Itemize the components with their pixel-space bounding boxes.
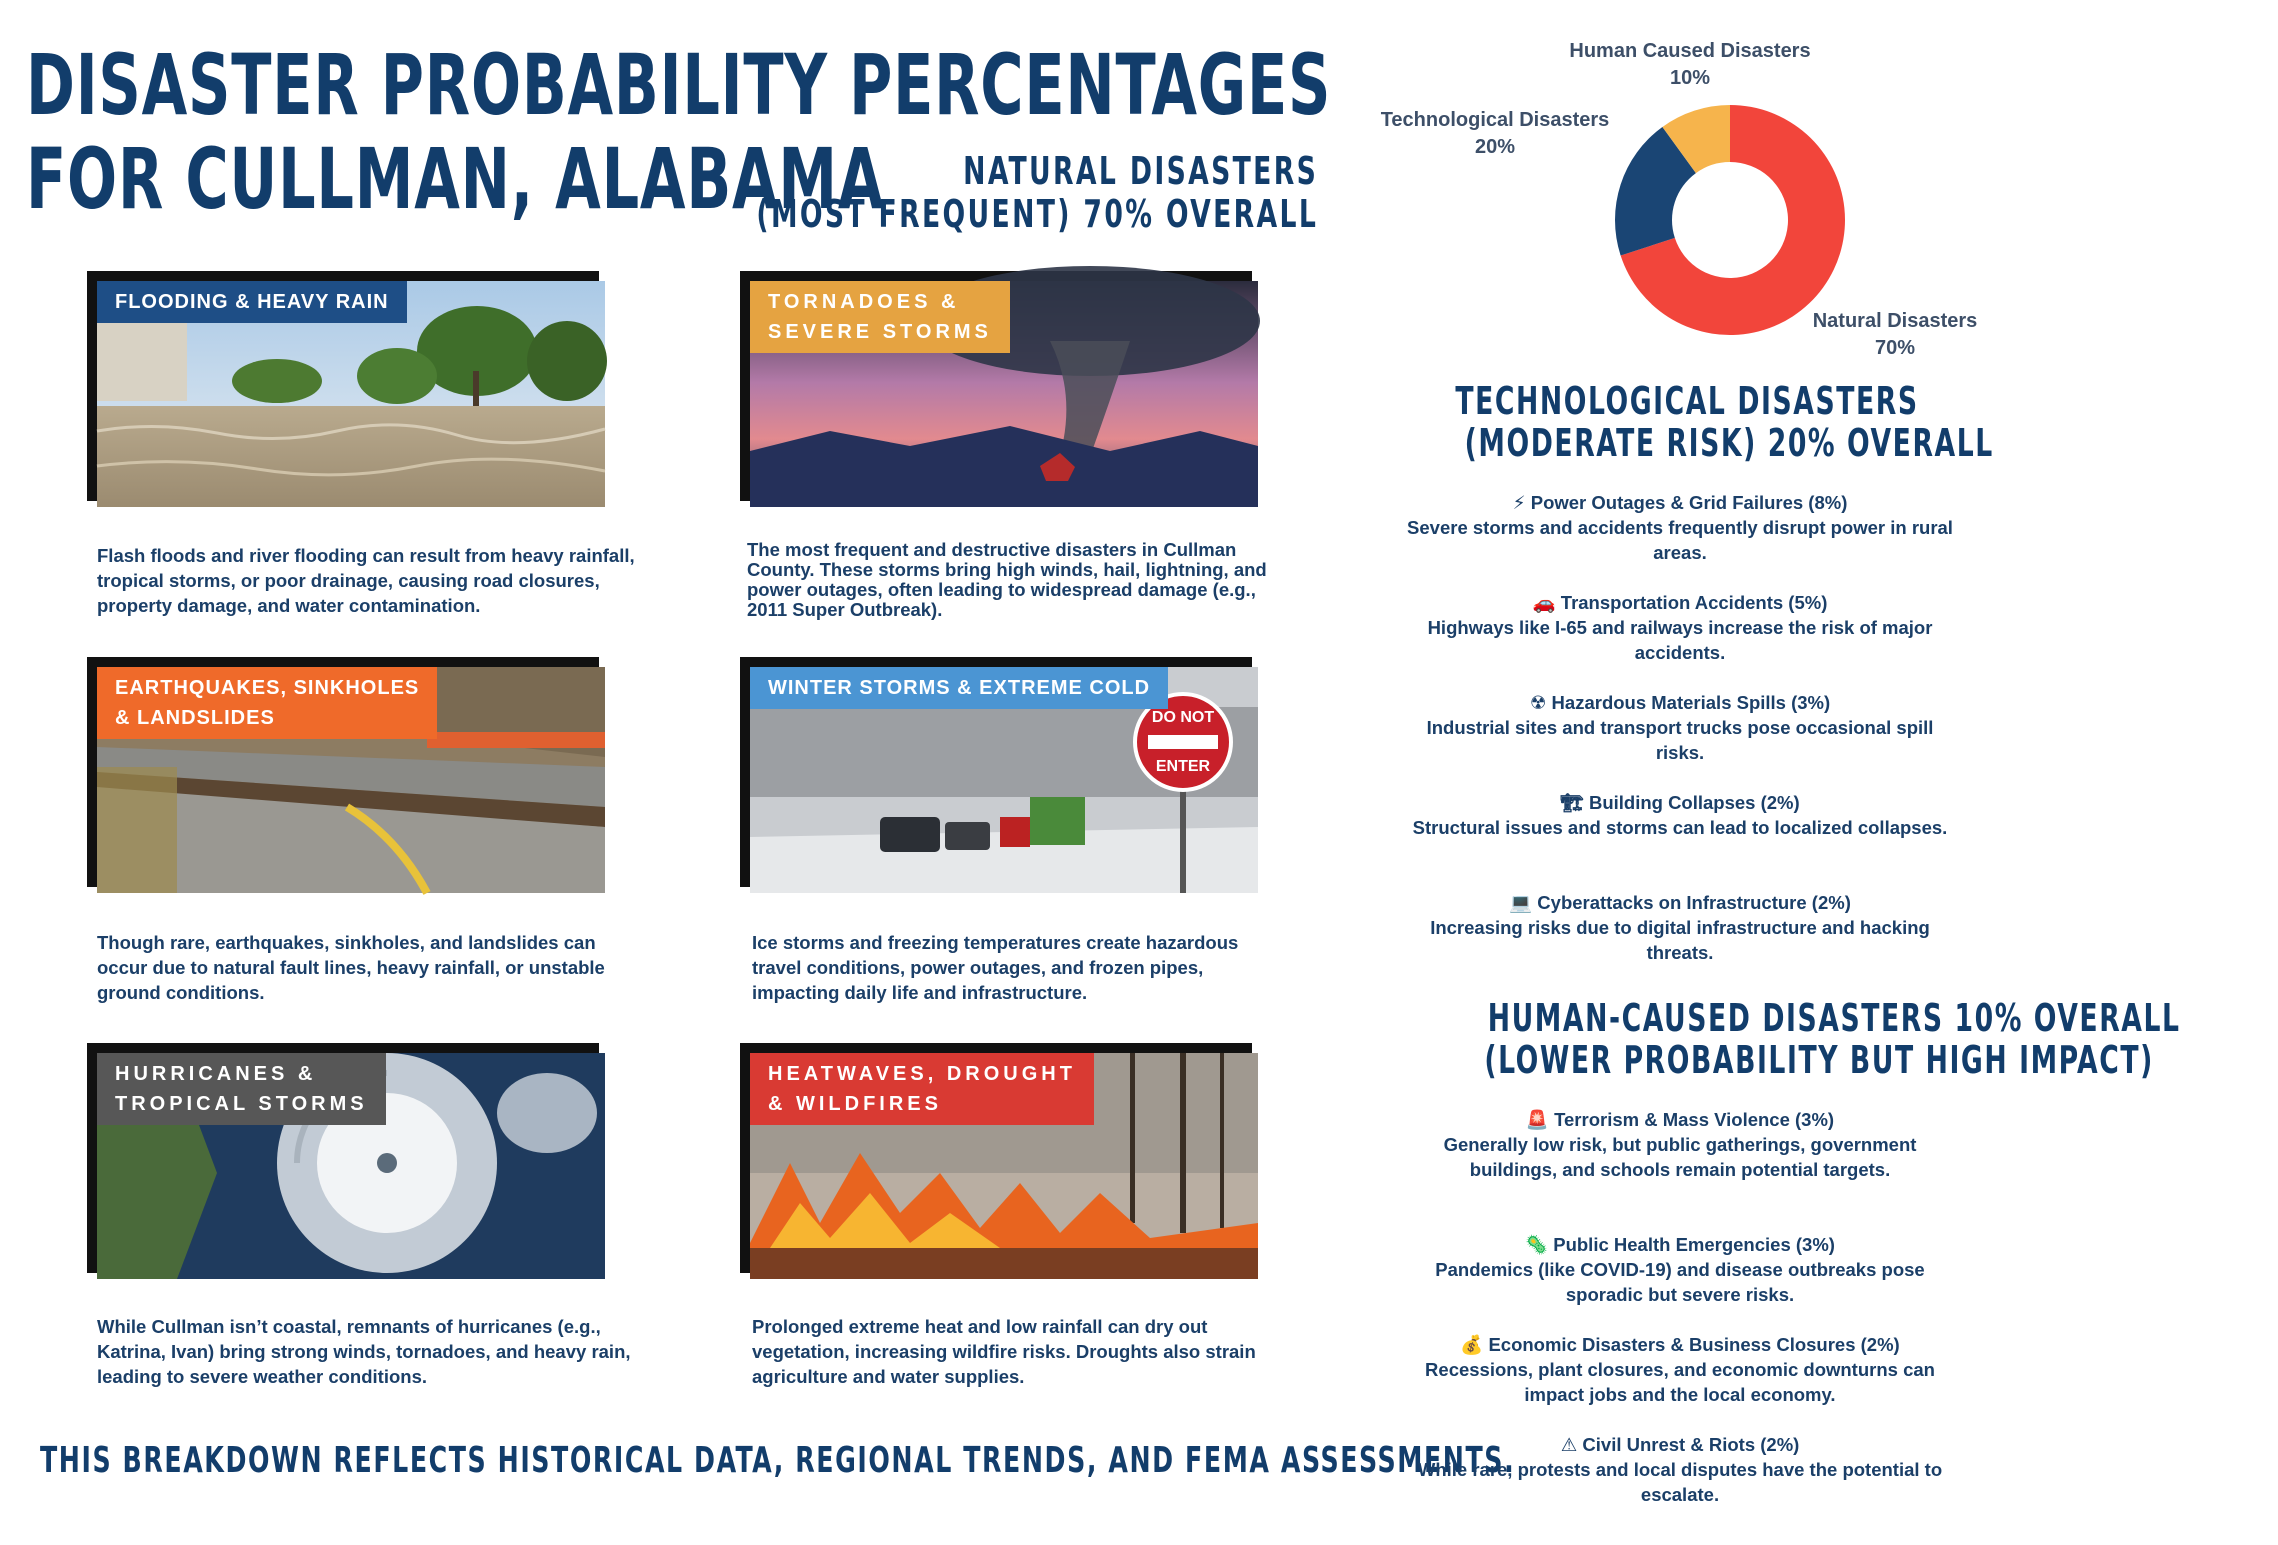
human-item-body: Pandemics (like COVID-19) and disease outbreaks pose sporadic but severe risks. <box>1435 1259 1925 1305</box>
tornadoes-description: The most frequent and destructive disasters in Cullman County. These storms bring high winds, hail, lightning, and power outages, often leading to widespread damage (e.g., 2011 Super Outbreak). <box>747 539 1267 620</box>
label-natural-value: 70% <box>1874 337 1916 359</box>
label-natural <box>1800 308 1990 362</box>
heatwaves-description: Prolonged extreme heat and low rainfall can dry out vegetation, increasing wildfire risks. Droughts also strain agriculture and water supplies. <box>752 1316 1256 1387</box>
tech-item <box>1400 890 1960 965</box>
human-item <box>1400 1232 1960 1307</box>
natural-heading-line-1: NATURAL DISASTERS <box>963 149 1318 193</box>
human-item-body: While rare, protests and local disputes have the potential to escalate. <box>1417 1459 1943 1505</box>
heatwaves-label <box>750 1053 1094 1125</box>
sign-text-top: DO NOT <box>1151 709 1215 726</box>
label-human-caused-name: Human Caused Disasters <box>1569 40 1811 62</box>
tech-item-body: Severe storms and accidents frequently disrupt power in rural areas. <box>1407 517 1953 563</box>
human-item-title: 🦠 Public Health Emergencies (3%) <box>1525 1234 1835 1255</box>
tech-heading <box>1390 379 1994 465</box>
card-earthquakes <box>97 667 605 893</box>
tech-item <box>1400 690 1960 765</box>
label-technological-value: 20% <box>1474 136 1516 158</box>
human-heading-line-2: (LOWER PROBABILITY BUT HIGH IMPACT) <box>1484 1038 2154 1082</box>
tornadoes-label-line-1: TORNADOES & <box>768 291 960 313</box>
tech-heading-line-1: TECHNOLOGICAL DISASTERS <box>1455 379 1919 423</box>
label-technological <box>1360 107 1630 161</box>
natural-heading-line-2: (MOST FREQUENT) 70% OVERALL <box>756 192 1318 236</box>
human-item <box>1400 1432 1960 1507</box>
human-item <box>1400 1107 1960 1182</box>
tech-item <box>1400 790 1960 840</box>
label-human-caused-value: 10% <box>1669 67 1711 89</box>
human-item-body: Generally low risk, but public gatherings, government buildings, and schools remain potential targets. <box>1443 1134 1917 1180</box>
heatwaves-label-line-1: HEATWAVES, DROUGHT <box>768 1063 1076 1085</box>
tech-heading-line-2: (MODERATE RISK) 20% OVERALL <box>1464 421 1994 465</box>
tech-item-body: Highways like I-65 and railways increase the risk of major accidents. <box>1427 617 1933 663</box>
tech-item-title: ⚡ Power Outages & Grid Failures (8%) <box>1512 492 1848 513</box>
winter-label: WINTER STORMS & EXTREME COLD <box>750 667 1168 709</box>
tech-item-title: ☢ Hazardous Materials Spills (3%) <box>1529 692 1831 713</box>
tornadoes-label-line-2: SEVERE STORMS <box>768 321 992 343</box>
label-technological-name: Technological Disasters <box>1380 109 1610 131</box>
human-item-title: ⚠ Civil Unrest & Riots (2%) <box>1560 1434 1800 1455</box>
card-winter <box>750 667 1258 893</box>
footer-note: THIS BREAKDOWN REFLECTS HISTORICAL DATA, REGIONAL TRENDS, AND FEMA ASSESSMENTS. <box>40 1440 1516 1481</box>
card-tornadoes <box>750 281 1258 507</box>
tech-item-body: Increasing risks due to digital infrastructure and hacking threats. <box>1430 917 1930 963</box>
tech-item-body: Structural issues and storms can lead to localized collapses. <box>1412 817 1948 838</box>
earthquakes-label-line-1: EARTHQUAKES, SINKHOLES <box>115 677 420 699</box>
title-line-1: DISASTER PROBABILITY PERCENTAGES <box>26 36 1332 134</box>
tech-item-title: 💻 Cyberattacks on Infrastructure (2%) <box>1509 892 1851 913</box>
tornadoes-label <box>750 281 1010 353</box>
label-natural-name: Natural Disasters <box>1812 310 1978 332</box>
heatwaves-label-line-2: & WILDFIRES <box>768 1093 942 1115</box>
hurricanes-label <box>97 1053 386 1125</box>
human-item <box>1400 1332 1960 1407</box>
earthquakes-label-line-2: & LANDSLIDES <box>115 707 275 729</box>
tech-item-body: Industrial sites and transport trucks pose occasional spill risks. <box>1426 717 1934 763</box>
hurricanes-label-line-2: TROPICAL STORMS <box>115 1093 368 1115</box>
winter-description: Ice storms and freezing temperatures create hazardous travel conditions, power outages, and frozen pipes, impacting daily life and infrastructure. <box>752 932 1239 1003</box>
human-item-body: Recessions, plant closures, and economic downturns can impact jobs and the local economy. <box>1425 1359 1935 1405</box>
tech-item <box>1400 590 1960 665</box>
earthquakes-label <box>97 667 437 739</box>
tech-item-title: 🏗 Building Collapses (2%) <box>1560 792 1800 813</box>
card-heatwaves <box>750 1053 1258 1279</box>
human-heading-line-1: HUMAN-CAUSED DISASTERS 10% OVERALL <box>1487 996 2181 1040</box>
tech-item <box>1400 490 1960 565</box>
card-hurricanes <box>97 1053 605 1279</box>
human-item-title: 💰 Economic Disasters & Business Closures (2%) <box>1460 1334 1900 1355</box>
flooding-label: FLOODING & HEAVY RAIN <box>97 281 407 323</box>
earthquakes-description: Though rare, earthquakes, sinkholes, and landslides can occur due to natural fault lines, heavy rainfall, or unstable ground conditions. <box>97 932 605 1003</box>
tech-item-title: 🚗 Transportation Accidents (5%) <box>1532 592 1828 613</box>
flooding-description: Flash floods and river flooding can result from heavy rainfall, tropical storms, or poor drainage, causing road closures, property damage, and water contamination. <box>97 545 635 616</box>
human-heading <box>1390 996 2181 1082</box>
card-flooding <box>97 281 605 507</box>
title-line-2: FOR CULLMAN, ALABAMA <box>26 130 885 228</box>
hurricanes-description: While Cullman isn’t coastal, remnants of hurricanes (e.g., Katrina, Ivan) bring strong winds, tornadoes, and heavy rain, leading to severe weather conditions. <box>97 1316 631 1387</box>
label-human-caused <box>1540 38 1840 92</box>
hurricanes-label-line-1: HURRICANES & <box>115 1063 317 1085</box>
human-item-title: 🚨 Terrorism & Mass Violence (3%) <box>1525 1109 1835 1130</box>
natural-disasters-heading <box>756 150 1318 236</box>
sign-text-bottom: ENTER <box>1155 758 1211 775</box>
